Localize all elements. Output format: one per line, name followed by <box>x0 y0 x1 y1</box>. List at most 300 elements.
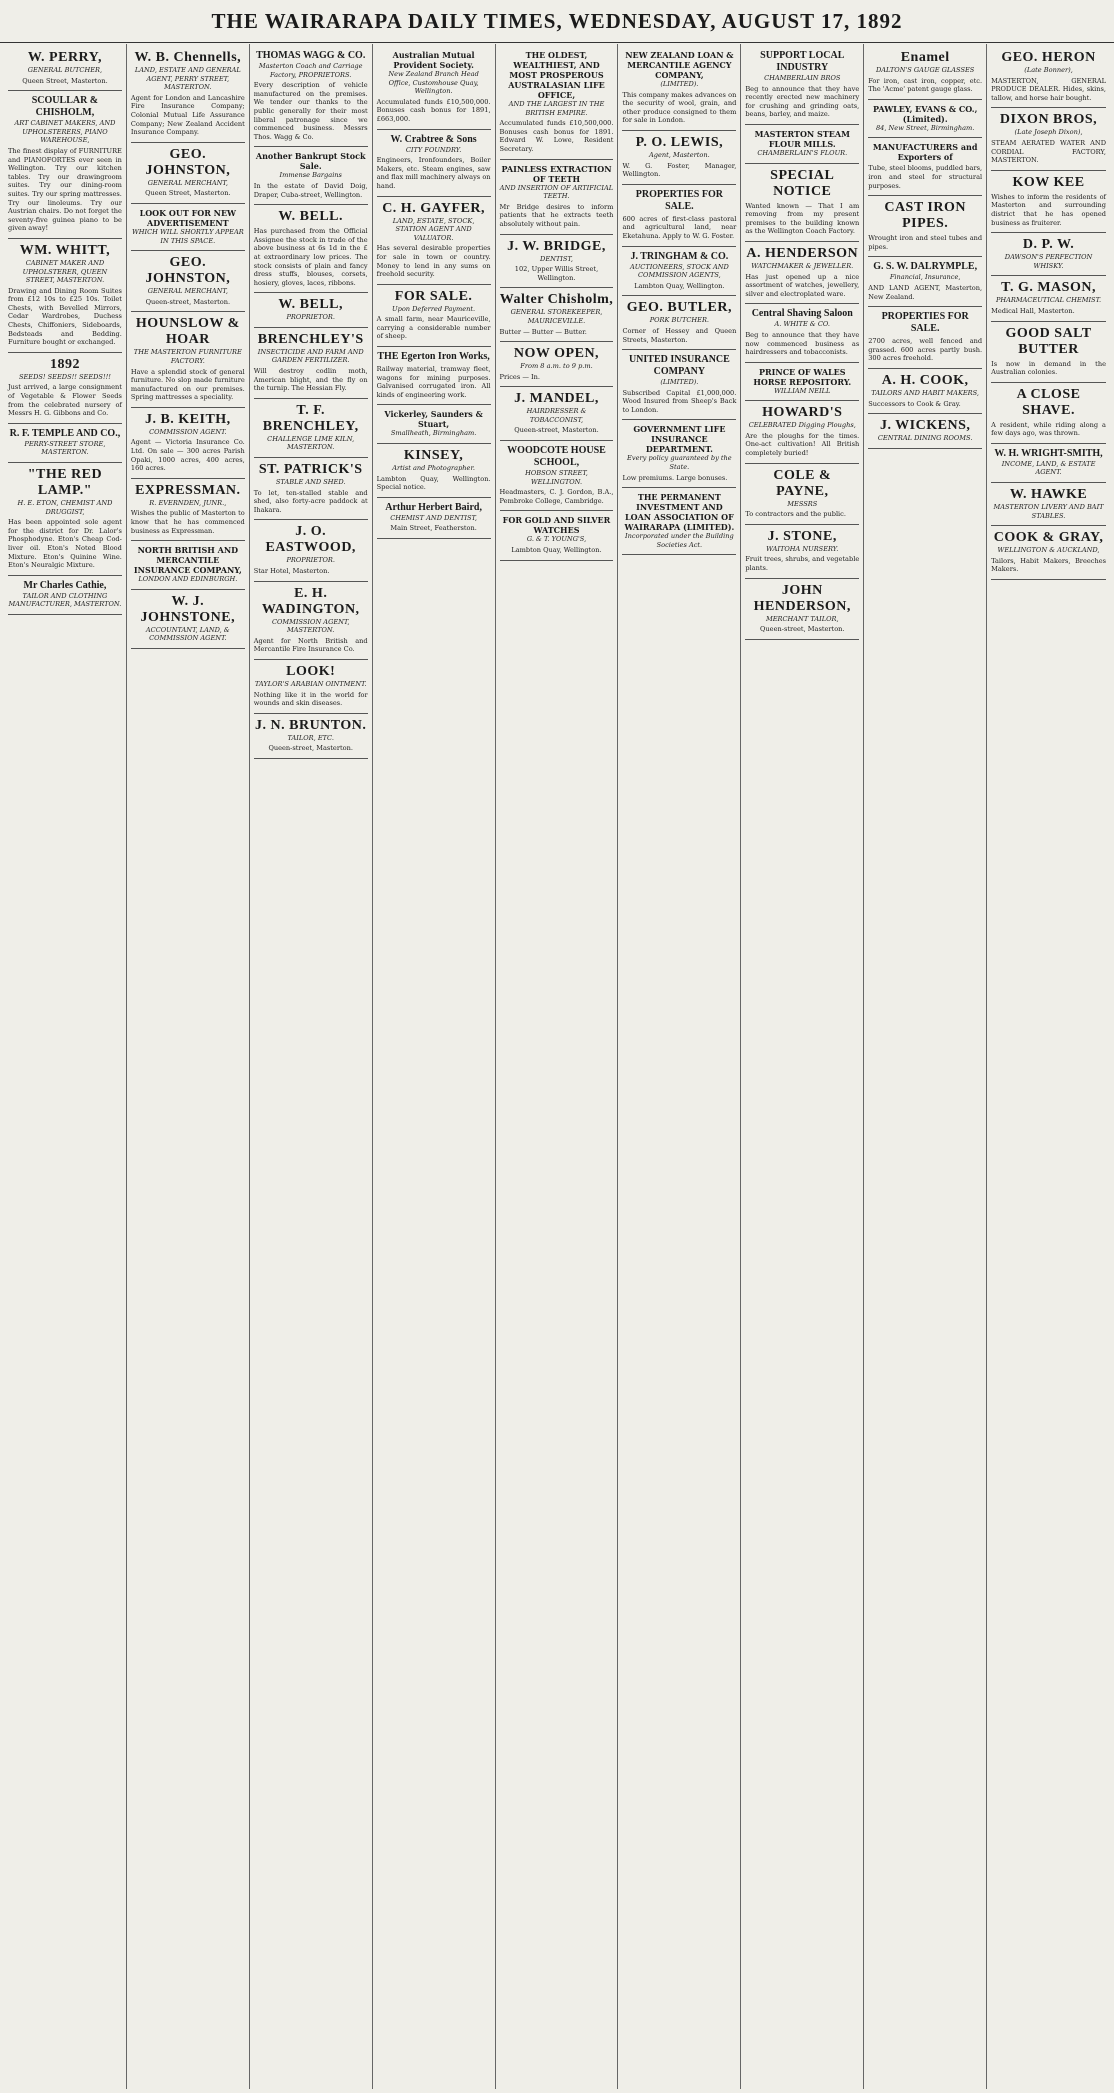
ad-body-text: Have a splendid stock of general furniture. No slop made furniture manufactured on our premises. Spring mattresses a speciality. <box>130 367 245 402</box>
ad-subheading: THE MASTERTON FURNITURE FACTORY. <box>133 348 242 365</box>
ad-subheading: AND THE LARGEST IN THE BRITISH EMPIRE. <box>508 100 605 117</box>
ad-body-text: Low premiums. Large bonuses. <box>622 473 728 482</box>
advertisement <box>500 342 614 387</box>
advertisement <box>254 293 368 328</box>
ad-body-text: Railway material, tramway fleet, wagons for mining purposes. Galvanised corrugated iron. All kinds of engineering work. <box>376 365 491 399</box>
ad-body-text: Wanted known — That I am removing from my present premises to the building known as the Wellington Coach Factory. <box>745 201 860 236</box>
advertisement <box>377 498 491 539</box>
ad-body-text: This company makes advances on the security of wool, grain, and other produce consigned to them for sale in London. <box>622 90 737 125</box>
ad-footer-text: Main Street, Featherston. <box>390 524 477 533</box>
advertisement <box>500 387 614 441</box>
ad-subheading: (LIMITED). <box>660 80 699 88</box>
advertisement <box>254 714 368 759</box>
ad-subheading: MERCHANT TAILOR, <box>765 614 839 623</box>
ad-body-text: Corner of Hessey and Queen Streets, Masterton. <box>622 326 737 344</box>
advertisement <box>131 251 245 312</box>
ad-heading: LOOK! <box>286 663 336 679</box>
ad-body-text: In the estate of David Doig, Draper, Cuba-street, Wellington. <box>253 181 368 199</box>
ad-heading: T. F. BRENCHLEY, <box>262 402 359 434</box>
ad-body-text: Butter — Butter — Butter. <box>499 327 587 336</box>
ad-body-text: To let, ten-stalled stable and shed, also forty-acre paddock at Ihakara. <box>253 488 368 514</box>
ad-heading: SPECIAL NOTICE <box>770 167 835 199</box>
ad-heading: PAWLEY, EVANS & CO., (Limited). <box>872 103 978 124</box>
ad-heading: WM. WHITT, <box>19 242 111 258</box>
ad-heading: GEO. JOHNSTON, <box>145 255 231 287</box>
advertisement <box>131 479 245 541</box>
ad-subheading: CHAMBERLAIN'S FLOUR. <box>757 148 848 157</box>
advertisement <box>8 46 122 91</box>
ad-heading: Another Bankrupt Stock Sale. <box>255 151 366 172</box>
ad-subheading: WILLIAM NEILL <box>774 386 831 395</box>
advertisement <box>377 285 491 347</box>
advertisement <box>991 46 1106 108</box>
advertisement <box>868 369 982 414</box>
ad-body-text: STEAM AERATED WATER AND CORDIAL FACTORY, MASTERTON. <box>991 138 1106 165</box>
ad-subheading: (LIMITED). <box>660 378 699 387</box>
ad-subheading: MASTERTON LIVERY AND BAIT STABLES. <box>993 503 1104 520</box>
ad-heading: MASTERTON STEAM FLOUR MILLS. <box>754 128 850 149</box>
ad-subheading: COMMISSION AGENT. <box>149 427 227 436</box>
ad-subheading: INCOME, LAND, & ESTATE AGENT. <box>1001 459 1096 477</box>
ad-heading: D. P. W. <box>1022 237 1075 253</box>
ad-heading: J. O. EASTWOOD, <box>265 524 356 556</box>
ad-body-text: For iron, cast iron, copper, etc. The 'Acme' patent gauge glass. <box>868 76 983 94</box>
ad-heading: JOHN HENDERSON, <box>753 582 851 614</box>
ad-subheading: PORK BUTCHER. <box>649 316 710 325</box>
ad-subheading: H. E. ETON, CHEMIST AND DRUGGIST, <box>17 499 113 516</box>
ad-subheading: INSECTICIDE AND FARM AND GARDEN FERTILIZER. <box>257 347 364 365</box>
advertisement <box>745 304 859 362</box>
ad-heading: W. BELL. <box>278 209 343 225</box>
ad-body-text: Fruit trees, shrubs, and vegetable plants. <box>745 555 860 573</box>
ad-body-text: Accumulated funds £10,500,000. Bonuses cash bonus for 1891. Edward W. Lowe, Resident Secretary. <box>499 119 614 153</box>
ad-subheading: WHICH WILL SHORTLY APPEAR IN THIS SPACE. <box>131 227 244 245</box>
ad-footer-text: 102, Upper Willis Street, Wellington. <box>514 265 599 282</box>
ad-subheading: A. WHITE & CO. <box>774 320 831 329</box>
ad-body-text: Are the ploughs for the times. One-act cultivation! All British completely buried! <box>745 431 860 458</box>
ad-heading: COOK & GRAY, <box>993 530 1104 546</box>
advertisement <box>622 131 736 185</box>
ad-heading: PAINLESS EXTRACTION OF TEETH <box>501 163 612 184</box>
ad-heading: SUPPORT LOCAL INDUSTRY <box>760 50 845 73</box>
advertisement <box>254 399 368 458</box>
advertisement <box>991 233 1106 276</box>
ad-subheading: 84, New Street, Birmingham. <box>875 123 975 132</box>
ad-body-text: Tube, steel blooms, puddled bars, iron and steel for structural purposes. <box>868 164 983 190</box>
ad-subheading: GENERAL MERCHANT, <box>147 287 228 296</box>
ad-body-text: Wrought iron and steel tubes and pipes. <box>868 234 983 251</box>
ad-heading: J. TRINGHAM & CO. <box>630 250 729 262</box>
ad-footer-text: Queen Street, Masterton. <box>22 76 108 85</box>
ad-heading: GOOD SALT BUTTER <box>1005 325 1092 357</box>
advertisement <box>991 276 1106 321</box>
ad-body-text: Has several desirable properties for sale in town or country. Money to lend in any sums on freehold security. <box>376 244 491 279</box>
ad-subheading: DENTIST, <box>540 254 573 263</box>
ad-subheading: CHALLENGE LIME KILN, MASTERTON. <box>267 434 355 452</box>
advertisement <box>868 414 982 449</box>
ad-footer-text: Queen-street, Masterton. <box>145 297 231 306</box>
advertisement <box>868 307 982 369</box>
page-column-7 <box>741 44 864 2089</box>
ad-subheading: LAND, ESTATE AND GENERAL AGENT, PERRY STREET, MASTERTON. <box>134 66 241 92</box>
ad-heading: PRINCE OF WALES HORSE REPOSITORY. <box>753 366 852 387</box>
ad-subheading: TAILORS AND HABIT MAKERS, <box>871 388 980 397</box>
ad-heading: T. G. MASON, <box>1001 280 1096 296</box>
advertisement <box>622 46 736 131</box>
ad-heading: FOR GOLD AND SILVER WATCHES <box>502 515 611 536</box>
ad-body-text: Drawing and Dining Room Suites from £12 10s to £25 10s. Toilet Chests, with Bevelled Mirrors, Cedar Wardrobes, Duchess Chests, Chiffoniers, Sideboards, Bedsteads and Bedding. Furniture bought or exchanged. <box>8 286 122 347</box>
ad-subheading: GENERAL BUTCHER, <box>27 66 103 74</box>
ad-heading: BRENCHLEY'S <box>257 331 364 347</box>
advertisement <box>622 488 736 555</box>
ad-heading: J. STONE, <box>767 528 837 544</box>
ad-body-text: Has just opened up a nice assortment of watches, jewellery, silver and electroplated ware. <box>745 272 860 298</box>
ad-subheading: WELLINGTON & AUCKLAND, <box>997 546 1100 555</box>
page-column-5 <box>496 44 619 2089</box>
ad-subheading: STABLE AND SHED. <box>275 478 346 487</box>
ad-body-text: Agent — Victoria Insurance Co. Ltd. On sale — 300 acres Parish Opaki, 1000 acres, 400 acres, 160 acres. <box>130 438 245 473</box>
advertisement <box>745 242 859 304</box>
ad-footer-text: Lambton Quay, Wellington. <box>634 281 725 290</box>
ad-subheading: COMMISSION AGENT, MASTERTON. <box>271 617 350 635</box>
ad-subheading: CABINET MAKER AND UPHOLSTERER, QUEEN STREET, MASTERTON. <box>22 258 108 285</box>
ad-heading: THOMAS WAGG & CO. <box>256 50 366 61</box>
ad-body-text: Lambton Quay, Wellington. Special notice. <box>376 474 491 492</box>
ad-body-text: Nothing like it in the world for wounds and skin diseases. <box>253 690 368 708</box>
ad-body-text: Just arrived, a large consignment of Vegetable & Flower Seeds from the celebrated nursery of Messrs H. G. Gibbons and Co. <box>8 383 122 418</box>
advertisement <box>377 405 491 444</box>
ad-body-text: The finest display of FURNITURE and PIANOFORTES ever seen in Wellington. Try our kitchen tables. Try our drawingroom suites. Try our dining-room suites. Try our spring mattresses. Try our linoleums. Try our Austrian chairs. Do not forget the seventy-five guinea piano to be given away! <box>8 146 122 233</box>
ad-body-text: 2700 acres, well fenced and grassed. 600 acres partly bush. 300 acres freehold. <box>868 337 983 363</box>
page-column-9 <box>987 44 1110 2089</box>
ad-heading: Arthur Herbert Baird, <box>385 501 482 513</box>
page-column-8 <box>864 44 987 2089</box>
ad-subheading: (Late Joseph Dixon), <box>1014 128 1083 137</box>
ad-body-text: Agent for London and Lancashire Fire Insurance Company; Colonial Mutual Life Assurance Company; New Zealand Accident Insurance Company. <box>130 93 245 137</box>
ad-heading: A. HENDERSON <box>746 245 859 261</box>
ad-subheading: Upon Deferred Payment. <box>392 304 476 313</box>
advertisement <box>8 239 122 353</box>
ad-heading: HOUNSLOW & HOAR <box>135 316 240 348</box>
ad-heading: PROPERTIES FOR SALE. <box>635 188 723 212</box>
ad-heading: W. H. WRIGHT-SMITH, <box>994 447 1103 459</box>
ad-heading: W. B. Chennells, <box>134 50 242 65</box>
ad-subheading: WAITOHA NURSERY. <box>766 544 839 553</box>
ad-footer-text: Queen-street, Masterton. <box>760 625 845 634</box>
ad-subheading: R. EVERNDEN, JUNR., <box>149 498 227 507</box>
advertisement <box>991 483 1106 526</box>
advertisement <box>8 576 122 615</box>
advertisement <box>745 525 859 579</box>
ad-body-text: AND LAND AGENT, Masterton, New Zealand. <box>868 283 983 301</box>
ad-heading: J. W. BRIDGE, <box>507 238 606 254</box>
ad-body-text: MASTERTON, GENERAL PRODUCE DEALER. Hides, skins, tallow, and horse hair bought. <box>991 76 1106 102</box>
ad-subheading: TAYLOR'S ARABIAN OINTMENT. <box>254 679 367 688</box>
ad-subheading: AUCTIONEERS, STOCK AND COMMISSION AGENTS, <box>629 262 729 280</box>
advertisement <box>991 383 1106 444</box>
advertisement <box>131 541 245 590</box>
ad-body-text: Wishes the public of Masterton to know that he has commenced business as Expressman. <box>130 509 245 535</box>
ad-heading: GEO. HERON <box>1001 50 1096 65</box>
ad-body-text: Beg to announce that they have now commenced business as hairdressers and tobacconists. <box>745 330 860 357</box>
ad-body-text: To contractors and the public. <box>745 510 846 519</box>
page-column-3 <box>250 44 373 2089</box>
ad-heading: W. PERRY, <box>27 50 103 65</box>
advertisement <box>622 420 736 488</box>
ad-footer-text: Queen-street, Masterton. <box>514 426 599 435</box>
ad-body-text: W. G. Foster, Manager, Wellington. <box>622 161 737 179</box>
ad-body-text: Beg to announce that they have recently erected new machinery for crushing and grinding oats, beans, barley, and maize. <box>745 84 860 119</box>
ad-subheading: Immense Bargains <box>279 171 342 180</box>
advertisement <box>131 204 245 251</box>
ad-body-text: Mr Bridge desires to inform patients that he extracts teeth absolutely without pain. <box>499 202 614 228</box>
ad-subheading: DAWSON'S PERFECTION WHISKY. <box>1004 253 1093 270</box>
advertisement <box>254 147 368 205</box>
advertisement <box>377 444 491 498</box>
advertisement <box>622 350 736 420</box>
ad-subheading: CHAMBERLAIN BROS <box>764 74 841 82</box>
advertisement <box>254 520 368 581</box>
ad-heading: E. H. WADINGTON, <box>261 585 360 617</box>
advertisement <box>254 458 368 520</box>
advertisement <box>500 160 614 235</box>
ad-heading: A CLOSE SHAVE. <box>1016 386 1081 418</box>
ad-heading: W. HAWKE <box>1009 487 1088 503</box>
ad-subheading: TAILOR, ETC. <box>287 733 334 742</box>
advertisement <box>991 171 1106 233</box>
ad-heading: Vickerley, Saunders & Stuart, <box>384 409 483 430</box>
ad-subheading: G. & T. YOUNG'S, <box>526 535 587 544</box>
advertisement <box>868 196 982 257</box>
ad-body-text: A resident, while riding along a few days ago, was thrown. <box>991 420 1106 438</box>
masthead <box>0 0 1114 43</box>
advertisement <box>377 347 491 405</box>
ad-heading: GEO. JOHNSTON, <box>145 146 231 178</box>
ad-heading: "THE RED LAMP." <box>27 467 103 498</box>
advertisement <box>131 46 245 143</box>
ad-body-text: Has been appointed sole agent for the district for Dr. Lalor's Phosphodyne. Eton's Cheap Cod-liver oil. Eton's Noted Blood Mixture. Eton's Quinine Wine. Eton's Neuralgic Mixture. <box>8 518 122 570</box>
ad-heading: J. N. BRUNTON. <box>255 717 367 733</box>
page-column-4 <box>373 44 496 2089</box>
ad-body-text: A small farm, near Mauriceville, carrying a considerable number of sheep. <box>376 315 491 341</box>
ad-subheading: WATCHMAKER & JEWELLER. <box>751 261 854 270</box>
ad-subheading: CENTRAL DINING ROOMS. <box>877 434 973 443</box>
advertisement <box>868 138 982 196</box>
ad-heading: ST. PATRICK'S <box>258 462 363 478</box>
ad-heading: GOVERNMENT LIFE INSURANCE DEPARTMENT. <box>633 424 726 455</box>
advertisement <box>500 288 614 342</box>
ad-subheading: PERRY-STREET STORE, MASTERTON. <box>24 439 106 457</box>
ad-subheading: PHARMACEUTICAL CHEMIST. <box>995 296 1102 305</box>
advertisement <box>991 526 1106 580</box>
ad-heading: PROPERTIES FOR SALE. <box>881 311 969 335</box>
ad-heading: GEO. BUTLER, <box>626 300 732 316</box>
ad-subheading: DALTON'S GAUGE GLASSES <box>876 66 975 74</box>
ad-body-text: Has purchased from the Official Assignee the stock in trade of the above business at 6s 1d in the £ at extraordinary low prices. The stock consists of plain and fancy dress stuffs, blouses, corsets, hosiery, gloves, laces, ribbons. <box>253 227 368 287</box>
advertisement <box>8 91 122 239</box>
ad-heading: Enamel <box>900 50 950 65</box>
ad-footer-text: Queen-street, Masterton. <box>268 744 353 753</box>
ad-heading: G. S. W. DALRYMPLE, <box>873 261 978 273</box>
advertisement <box>500 235 614 289</box>
ad-body-text: Prices — In. <box>499 372 540 381</box>
advertisement <box>991 108 1106 170</box>
ad-subheading: Agent, Masterton. <box>649 150 710 159</box>
ad-body-text: Wishes to inform the residents of Masterton and surrounding district that he has opened business as fruiterer. <box>991 192 1106 227</box>
ad-subheading: CELEBRATED Digging Ploughs, <box>748 421 856 430</box>
advertisement <box>745 579 859 640</box>
ad-heading: NOW OPEN, <box>513 346 600 362</box>
ad-heading: KOW KEE <box>1012 174 1085 190</box>
ad-subheading: Smallheath, Birmingham. <box>390 429 477 438</box>
ad-heading: LOOK OUT FOR NEW ADVERTISEMENT <box>139 207 237 228</box>
advertisement <box>131 590 245 649</box>
advertisement <box>254 582 368 660</box>
ad-subheading: PROPRIETOR. <box>286 313 335 322</box>
ad-subheading: New Zealand Branch Head Office, Customhouse Quay, Wellington. <box>388 70 479 96</box>
advertisement <box>868 100 982 139</box>
advertisement-columns <box>4 44 1110 2089</box>
advertisement <box>377 197 491 285</box>
ad-heading: J. MANDEL, <box>514 391 599 407</box>
ad-heading: P. O. LEWIS, <box>635 134 724 150</box>
ad-heading: THE PERMANENT INVESTMENT AND LOAN ASSOCIATION OF WAIRARAPA (LIMITED). <box>624 492 735 533</box>
ad-heading: THE OLDEST, WEALTHIEST, AND MOST PROSPEROUS AUSTRALASIAN LIFE OFFICE, <box>508 50 605 100</box>
ad-subheading: HOBSON STREET, WELLINGTON. <box>525 469 588 486</box>
ad-body-text: Agent for North British and Mercantile Fire Insurance Co. <box>253 636 368 654</box>
ad-subheading: MESSRS <box>787 499 818 508</box>
ad-subheading: TAILOR AND CLOTHING MANUFACTURER, MASTERTON. <box>8 591 122 609</box>
ad-subheading: CHEMIST AND DENTIST, <box>390 513 477 522</box>
advertisement <box>745 125 859 164</box>
ad-body-text: Medical Hall, Masterton. <box>991 306 1075 315</box>
ad-body-text: Accumulated funds £10,500,000. Bonuses cash bonus for 1891, £663,000. <box>376 97 491 123</box>
ad-heading: THE Egerton Iron Works, <box>377 351 490 363</box>
advertisement <box>991 444 1106 483</box>
ad-heading: HOWARD'S <box>762 405 843 421</box>
advertisement <box>745 401 859 463</box>
ad-heading: W. Crabtree & Sons <box>390 133 477 145</box>
advertisement <box>254 46 368 147</box>
advertisement <box>745 164 859 242</box>
ad-body-text: Will destroy codlin moth, American blight, and the fly on the turnip. The Hessian Fly. <box>253 367 368 393</box>
advertisement <box>254 328 368 399</box>
ad-body-text: Star Hotel, Masterton. <box>253 567 330 575</box>
ad-body-text: Engineers, Ironfounders, Boiler Makers, etc. Steam engines, saw and flax mill machinery always on hand. <box>376 156 491 190</box>
advertisement <box>131 312 245 408</box>
ad-heading: WOODCOTE HOUSE SCHOOL, <box>507 445 606 469</box>
ad-subheading: ART CABINET MAKERS, AND UPHOLSTERERS, PIANO WAREHOUSE, <box>14 119 116 145</box>
ad-subheading: Incorporated under the Building Societies Act. <box>625 532 734 549</box>
ad-heading: Australian Mutual Provident Society. <box>392 50 475 70</box>
page-column-6 <box>618 44 741 2089</box>
advertisement <box>254 660 368 714</box>
ad-subheading: Masterton Coach and Carriage Factory, PROPRIETORS. <box>258 62 363 79</box>
ad-subheading: ACCOUNTANT, LAND, & COMMISSION AGENT. <box>145 625 230 643</box>
advertisement <box>500 46 614 160</box>
ad-heading: Walter Chisholm, <box>499 292 614 308</box>
ad-subheading: AND INSERTION OF ARTIFICIAL TEETH. <box>499 183 614 201</box>
ad-heading: EXPRESSMAN. <box>135 482 241 498</box>
advertisement <box>377 46 491 130</box>
advertisement <box>868 46 982 100</box>
advertisement <box>500 511 614 560</box>
ad-heading: FOR SALE. <box>394 288 473 304</box>
advertisement <box>8 424 122 463</box>
ad-subheading: Financial, Insurance, <box>889 273 961 282</box>
ad-heading: Mr Charles Cathie, <box>23 579 107 591</box>
ad-heading: CAST IRON PIPES. <box>884 200 966 232</box>
ad-subheading: (Late Bonner), <box>1024 66 1073 74</box>
ad-heading: R. F. TEMPLE AND CO., <box>9 427 121 439</box>
ad-body-text: Successors to Cook & Gray. <box>868 399 961 408</box>
advertisement <box>377 130 491 197</box>
ad-body-text: Is now in demand in the Australian colonies. <box>991 359 1106 377</box>
ad-heading: DIXON BROS, <box>999 112 1098 128</box>
advertisement <box>868 257 982 307</box>
ad-footer-text: Lambton Quay, Wellington. <box>511 546 602 555</box>
ad-heading: C. H. GAYFER, <box>382 200 486 216</box>
advertisement <box>745 46 859 125</box>
ad-heading: W. BELL, <box>278 297 343 313</box>
advertisement <box>991 322 1106 383</box>
ad-heading: COLE & PAYNE, <box>773 467 832 499</box>
ad-footer-text: Queen Street, Masterton. <box>145 189 231 198</box>
ad-body-text: Subscribed Capital £1,000,000. Wood Insured from Sheep's Back to London. <box>622 388 737 414</box>
ad-subheading: Every policy guaranteed by the State. <box>627 454 732 472</box>
ad-heading: UNITED INSURANCE COMPANY <box>628 354 730 378</box>
ad-heading: SCOULLAR & CHISHOLM, <box>31 95 99 119</box>
ad-heading: NEW ZEALAND LOAN & MERCANTILE AGENCY COMPANY, <box>625 50 734 80</box>
ad-body-text: Headmasters, C. J. Gordon, B.A., Pembroke College, Cambridge. <box>499 488 614 505</box>
ad-subheading: From 8 a.m. to 9 p.m. <box>520 362 593 371</box>
page-column-2 <box>127 44 250 2089</box>
ad-subheading: LONDON AND EDINBURGH. <box>138 575 238 584</box>
ad-subheading: CITY FOUNDRY. <box>405 145 462 154</box>
ad-body-text: 600 acres of first-class pastoral and agricultural land, near Eketahuna. Apply to W. G. Foster. <box>622 214 737 240</box>
ad-subheading: PROPRIETOR. <box>286 556 335 565</box>
advertisement <box>745 464 859 525</box>
page-column-1 <box>4 44 127 2089</box>
advertisement <box>622 185 736 247</box>
ad-body-text: Every description of vehicle manufactured on the premises. We tender our thanks to the public generally for their most liberal patronage since we commenced business. Messrs Thos. Wagg & Co. <box>253 81 368 141</box>
advertisement <box>131 143 245 204</box>
ad-heading: Central Shaving Saloon <box>751 308 853 320</box>
advertisement <box>254 205 368 293</box>
ad-subheading: GENERAL STOREKEEPER, MAURICEVILLE. <box>510 308 603 325</box>
ad-heading: NORTH BRITISH AND MERCANTILE INSURANCE COMPANY, <box>133 545 242 576</box>
ad-subheading: Artist and Photographer. <box>392 464 475 473</box>
newspaper-title: THE WAIRARAPA DAILY TIMES, WEDNESDAY, AUGUST 17, 1892 <box>211 8 903 33</box>
ad-heading: 1892 <box>49 356 80 372</box>
ad-heading: KINSEY, <box>403 448 464 464</box>
ad-heading: W. J. JOHNSTONE, <box>140 593 236 625</box>
advertisement <box>622 247 736 297</box>
ad-heading: MANUFACTURERS and Exporters of <box>872 142 978 163</box>
advertisement <box>131 408 245 479</box>
advertisement <box>8 353 122 424</box>
ad-heading: J. B. KEITH, <box>144 411 231 427</box>
advertisement <box>8 463 122 576</box>
ad-subheading: SEEDS! SEEDS!! SEEDS!!! <box>18 372 111 381</box>
ad-body-text: Tailors, Habit Makers, Breeches Makers. <box>991 556 1106 574</box>
advertisement <box>745 363 859 402</box>
ad-subheading: LAND, ESTATE, STOCK, STATION AGENT AND VALUATOR. <box>392 216 475 242</box>
advertisement <box>622 296 736 350</box>
advertisement <box>500 441 614 511</box>
ad-subheading: HAIRDRESSER & TOBACCONIST, <box>526 407 587 424</box>
ad-heading: J. WICKENS, <box>879 418 971 434</box>
